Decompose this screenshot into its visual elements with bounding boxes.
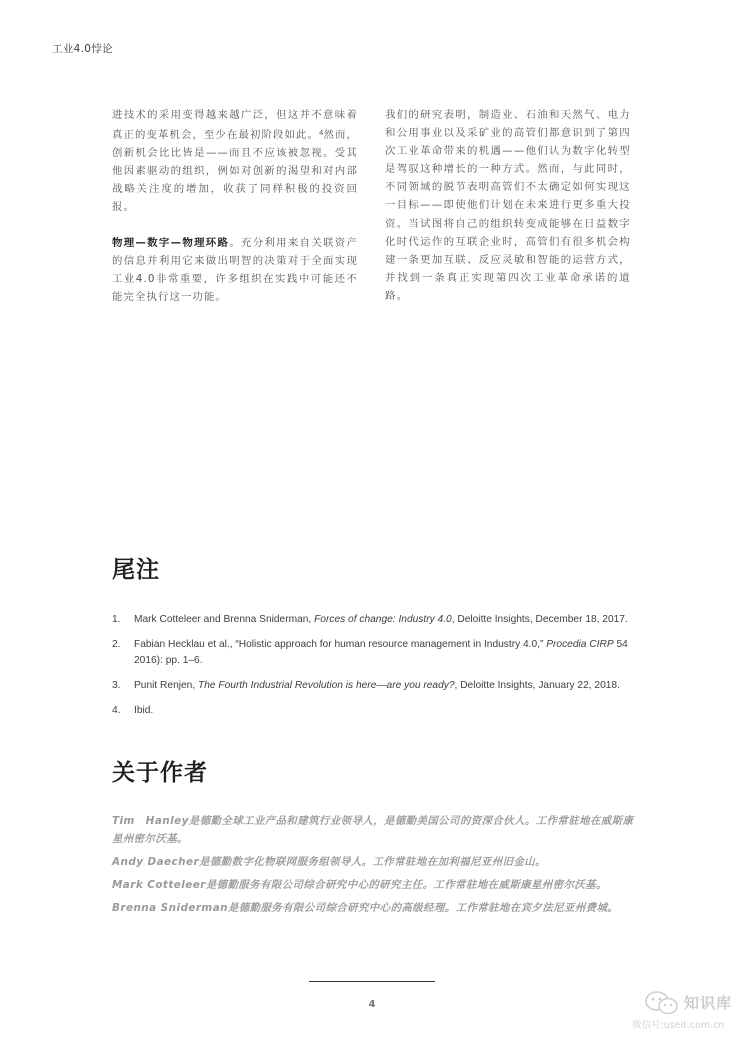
- citation-title: Forces of change: Industry 4.0: [314, 614, 452, 625]
- body-text: 。充分利用来自关联资产的信息并利用它来做出明智的决策对于全面实现工业4.0非常重要，许多组织在实践中可能还不能完全执行这一功能。: [112, 236, 358, 303]
- endnote-number: 2.: [112, 639, 121, 650]
- running-header: 工业4.0悖论: [52, 43, 113, 55]
- author-bio: Tim Hanley是德勤全球工业产品和建筑行业领导人，是德勤美国公司的资深合伙人。工作常驻地在威斯康星州密尔沃基。: [112, 815, 634, 845]
- body-paragraph: [112, 106, 358, 217]
- body-column-right: [385, 106, 631, 322]
- citation-text: 54 2016): pp. 1–6.: [134, 639, 628, 666]
- body-paragraph: 我们的研究表明，制造业、石油和天然气、电力和公用事业以及采矿业的高管们都意识到了第四次工业革命带来的机遇——他们认为数字化转型是驾驭这种增长的一种方式。然而，与此同时，不同领域的脱节表明高管们不太确定如何实现这一目标——即使他们计划在未来进行更多重大投资。当试图将自己的组织转变成能够在日益数字化时代运作的互联企业时，高管们有很多机会构建一条更加互联、反应灵敏和智能的运营方式，并找到一条真正实现第四次工业革命承诺的道路。: [385, 109, 631, 302]
- author-bio: Andy Daecher是德勤数字化物联网服务组领导人。工作常驻地在加利福尼亚州旧金山。: [112, 856, 546, 868]
- body-column-left: [112, 106, 358, 323]
- page-number: 4: [368, 999, 376, 1010]
- body-paragraph: [112, 234, 358, 306]
- author-bio: Mark Cotteleer是德勤服务有限公司综合研究中心的研究主任。工作常驻地在威斯康星州密尔沃基。: [112, 879, 607, 891]
- endnote-number: 4.: [112, 704, 121, 716]
- endnotes-list: [112, 612, 634, 728]
- authors-list: [112, 812, 634, 922]
- endnote-text: [134, 612, 634, 628]
- wechat-icon: [644, 990, 680, 1016]
- inline-heading: 物理—数字—物理环路: [112, 236, 230, 249]
- citation-text: Mark Cotteleer and Brenna Sniderman,: [134, 614, 315, 625]
- citation-title: The Fourth Industrial Revolution is here—are you ready?: [198, 679, 455, 691]
- author-bio: Brenna Sniderman是德勤服务有限公司综合研究中心的高级经理。工作常驻地在宾夕法尼亚州费城。: [112, 902, 619, 914]
- endnote-item: [112, 703, 634, 719]
- endnote-number: 3.: [112, 679, 121, 691]
- citation-title: Procedia CIRP: [546, 639, 614, 650]
- watermark-brand: 知识库: [684, 994, 733, 1012]
- body-text: 进技术的采用变得越来越广泛，但这并不意味着真正的变革机会，至少在最初阶段如此。: [112, 109, 358, 142]
- endnote-item: [112, 637, 634, 668]
- endnote-text: [134, 678, 634, 694]
- endnote-item: [112, 678, 634, 694]
- endnote-text: [134, 637, 634, 668]
- citation-text: Fabian Hecklau et al., “Holistic approach for human resource management in Industry 4.0,”: [134, 639, 547, 650]
- footnote-ref: 4: [319, 129, 324, 138]
- endnote-text: Ibid.: [134, 704, 154, 716]
- endnote-item: [112, 612, 634, 628]
- authors-title: 关于作者: [112, 760, 208, 786]
- endnotes-title: 尾注: [112, 557, 160, 583]
- citation-text: , Deloitte Insights, December 18, 2017.: [451, 614, 628, 625]
- citation-text: , Deloitte Insights, January 22, 2018.: [454, 679, 620, 691]
- citation-text: Punit Renjen,: [134, 679, 198, 691]
- watermark-account: 微信号:useit.com.cn: [632, 1020, 725, 1031]
- watermark: [632, 990, 740, 1032]
- footer-rule: [309, 981, 435, 982]
- endnote-number: 1.: [112, 614, 121, 625]
- body-text: 然而，创新机会比比皆是——而且不应该被忽视。受其他因素驱动的组织，例如对创新的渴望和对内部战略关注度的增加，收获了同样积极的投资回报。: [112, 129, 358, 214]
